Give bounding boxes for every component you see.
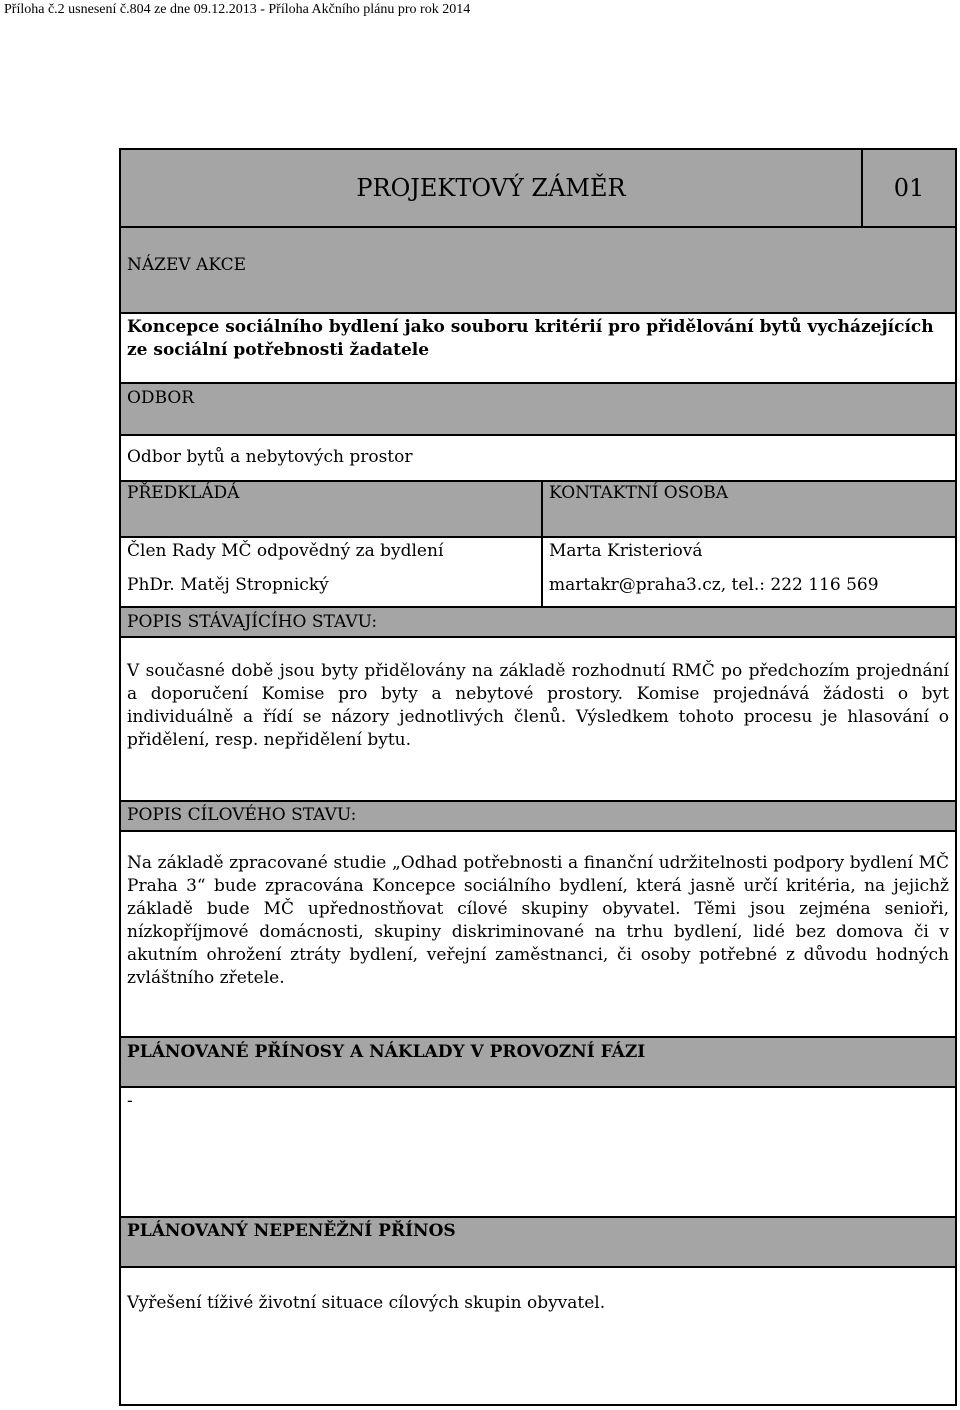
nepenezni-text: Vyřešení tíživé životní situace cílových skupin obyvatel. [127, 1293, 606, 1313]
nepenezni-label: PLÁNOVANÝ NEPENĚŽNÍ PŘÍNOS [127, 1221, 456, 1241]
nepenezni-value-cell [121, 1266, 955, 1404]
predklada-value-cell [121, 536, 541, 606]
predklada-header [121, 480, 541, 536]
kontakt-name: Marta Kristeriová [549, 541, 703, 561]
cilovy-label: POPIS CÍLOVÉHO STAVU: [127, 805, 357, 825]
project-form [119, 148, 957, 1406]
nazev-akce-value: Koncepce sociálního bydlení jako souboru kritérií pro přidělování bytů vycházejících ze sociální potřebnosti žadatele [127, 317, 934, 360]
cilovy-text: Na základě zpracované studie „Odhad potřebnosti a finanční udržitelnosti podpory bydlení MČ Praha 3“ bude zpracována Koncepce sociálního bydlení, která jasně určí kritéria, na jejichž základě bude MČ upřednostňovat cílové skupiny obyvatel. Těmi jsou zejména senioři, nízkopříjmové domácnosti, skupiny diskriminované na trhu bydlení, lidé bez domova či v akutním ohrožení ztráty bydlení, veřejní zaměstnanci, či osoby potřebné z důvodu hodných zvláštního zřetele. [127, 853, 949, 988]
prinosy-label: PLÁNOVANÉ PŘÍNOSY A NÁKLADY V PROVOZNÍ FÁZI [127, 1042, 646, 1062]
prinosy-header [121, 1036, 955, 1086]
kontakt-header [541, 480, 955, 536]
odbor-value: Odbor bytů a nebytových prostor [127, 447, 413, 467]
form-number: 01 [893, 173, 925, 202]
stavajici-header [121, 606, 955, 636]
prinosy-text: - [127, 1091, 133, 1111]
nazev-akce-value-cell [121, 312, 955, 382]
stavajici-value-cell [121, 636, 955, 800]
nepenezni-header [121, 1216, 955, 1266]
cilovy-value-cell [121, 830, 955, 1036]
predklada-label: PŘEDKLÁDÁ [127, 483, 240, 503]
kontakt-contact: martakr@praha3.cz, tel.: 222 116 569 [549, 575, 879, 595]
cilovy-header [121, 800, 955, 830]
attachment-note: Příloha č.2 usnesení č.804 ze dne 09.12.2013 - Příloha Akčního plánu pro rok 2014 [4, 2, 471, 17]
nazev-akce-label: NÁZEV AKCE [127, 255, 246, 275]
odbor-header [121, 382, 955, 434]
predklada-line1: Člen Rady MČ odpovědný za bydlení [127, 541, 444, 561]
nazev-akce-header [121, 226, 955, 312]
kontakt-value-cell [541, 536, 955, 606]
form-number-cell [861, 150, 955, 226]
stavajici-text: V současné době jsou byty přidělovány na základě rozhodnutí RMČ po předchozím projednání a doporučení Komise pro byty a nebytové prostory. Komise projednává žádosti o byt individuálně a řídí se názory jednotlivých členů. Výsledkem tohoto procesu je hlasování o přidělení, resp. nepřidělení bytu. [127, 661, 949, 750]
form-title-cell [121, 150, 861, 226]
form-title: PROJEKTOVÝ ZÁMĚR [356, 173, 626, 202]
odbor-label: ODBOR [127, 388, 195, 408]
kontakt-label: KONTAKTNÍ OSOBA [549, 483, 729, 503]
prinosy-value-cell [121, 1086, 955, 1216]
stavajici-label: POPIS STÁVAJÍCÍHO STAVU: [127, 612, 378, 632]
odbor-value-cell [121, 434, 955, 480]
predklada-line2: PhDr. Matěj Stropnický [127, 575, 329, 595]
